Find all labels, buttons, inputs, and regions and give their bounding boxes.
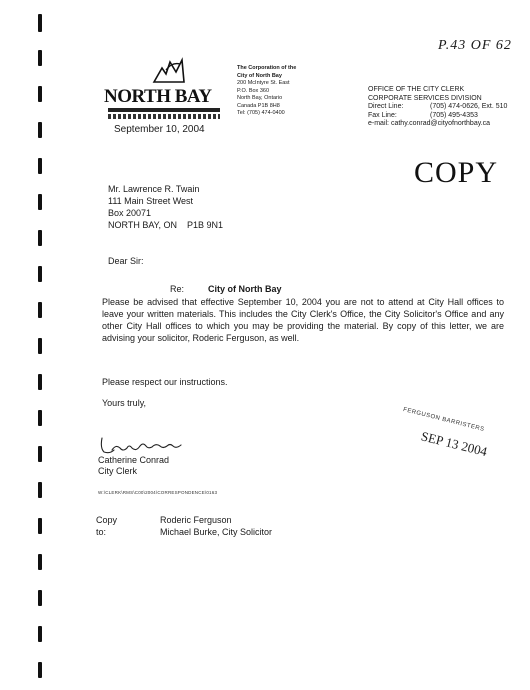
signer-name: Catherine Conrad [98,455,170,465]
logo-rule [108,108,220,112]
clerk-office-block [368,86,507,129]
fax-line-value: (705) 495-4353 [430,111,478,119]
handwritten-page-number: P.43 OF 62 [438,38,512,53]
binder-mark [38,662,42,678]
logo-tagline-bar [108,114,220,119]
binder-mark [38,374,42,390]
salutation: Dear Sir: [108,256,144,266]
recipient-line: Mr. Lawrence R. Twain [108,184,200,194]
binder-mark [38,446,42,462]
recipient-line: Box 20071 [108,208,152,218]
corporation-line: Tel: (705) 474-0400 [237,110,285,116]
binder-mark [38,14,42,32]
instruction-line: Please respect our instructions. [102,377,228,387]
copy-to-recipient: Michael Burke, City Solicitor [160,527,273,537]
subject-line [170,284,282,294]
binder-mark [38,554,42,570]
binder-mark [38,302,42,318]
corporation-line: 200 McIntyre St. East [237,80,290,86]
binder-mark [38,338,42,354]
closing: Yours truly, [102,398,147,408]
copy-stamp: COPY [414,156,499,189]
signer-title: City Clerk [98,466,138,476]
corporation-line: P.O. Box 360 [237,87,270,94]
fax-line-label: Fax Line: [368,111,397,119]
re-subject: City of North Bay [208,284,282,294]
binder-mark [38,266,42,282]
received-stamp-date: SEP 13 2004 [419,428,489,460]
received-stamp-header: FERGUSON BARRISTERS [402,406,485,433]
binder-mark [38,194,42,210]
handwritten-signature [98,432,206,456]
corporation-line: Canada P1B 8H8 [237,102,280,109]
division-name: CORPORATE SERVICES DIVISION [368,94,482,102]
direct-line-value: (705) 474-0626, Ext. 510 [430,103,508,110]
binder-mark [38,410,42,426]
corporation-address [237,65,296,118]
email-row [368,120,507,129]
recipient-line: 111 Main Street West [108,196,194,206]
signer-block [98,455,169,477]
logo-wordmark: NORTH BAY [104,86,212,107]
binder-mark [38,518,42,534]
binder-mark [38,626,42,642]
binder-mark [38,590,42,606]
recipient-line: NORTH BAY, ON P1B 9N1 [108,220,224,230]
received-stamp [378,406,507,520]
direct-line-row [368,103,507,112]
goose-icon [152,56,186,86]
corporation-line: City of North Bay [237,72,282,79]
copy-to-list [160,514,360,538]
corporation-line: North Bay, Ontario [237,95,283,101]
binder-mark [38,230,42,246]
copy-to-recipient: Roderic Ferguson [160,515,232,525]
email-value: cathy.conrad@cityofnorthbay.ca [390,120,491,127]
binder-mark [38,122,42,138]
binder-mark [38,86,42,102]
direct-line-label: Direct Line: [368,103,404,110]
file-reference: W:\CLERK\RMS\C00\2004\CORRESPONDENCE\0163 [98,490,218,495]
fax-line-row [368,112,507,121]
recipient-address [108,183,223,231]
office-title: OFFICE OF THE CITY CLERK [368,86,465,93]
binder-mark [38,158,42,174]
corporation-line: The Corporation of the [237,65,297,71]
email-label: e-mail: [368,120,390,127]
letter-body: Please be advised that effective September 10, 2004 you are not to attend at City Hall offices to leave your written materials. This includes the City Clerk's Office, the City Solicitor's Office and any other City Hall offices to which you may be providing the material. By copy of this letter, we are advising your solicitor, Roderic Ferguson, as well. [102,297,504,343]
binder-mark [38,482,42,498]
letter-date: September 10, 2004 [114,124,205,135]
copy-to-label: Copy to: [96,515,118,537]
re-label: Re: [170,284,185,294]
binder-mark [38,50,42,66]
